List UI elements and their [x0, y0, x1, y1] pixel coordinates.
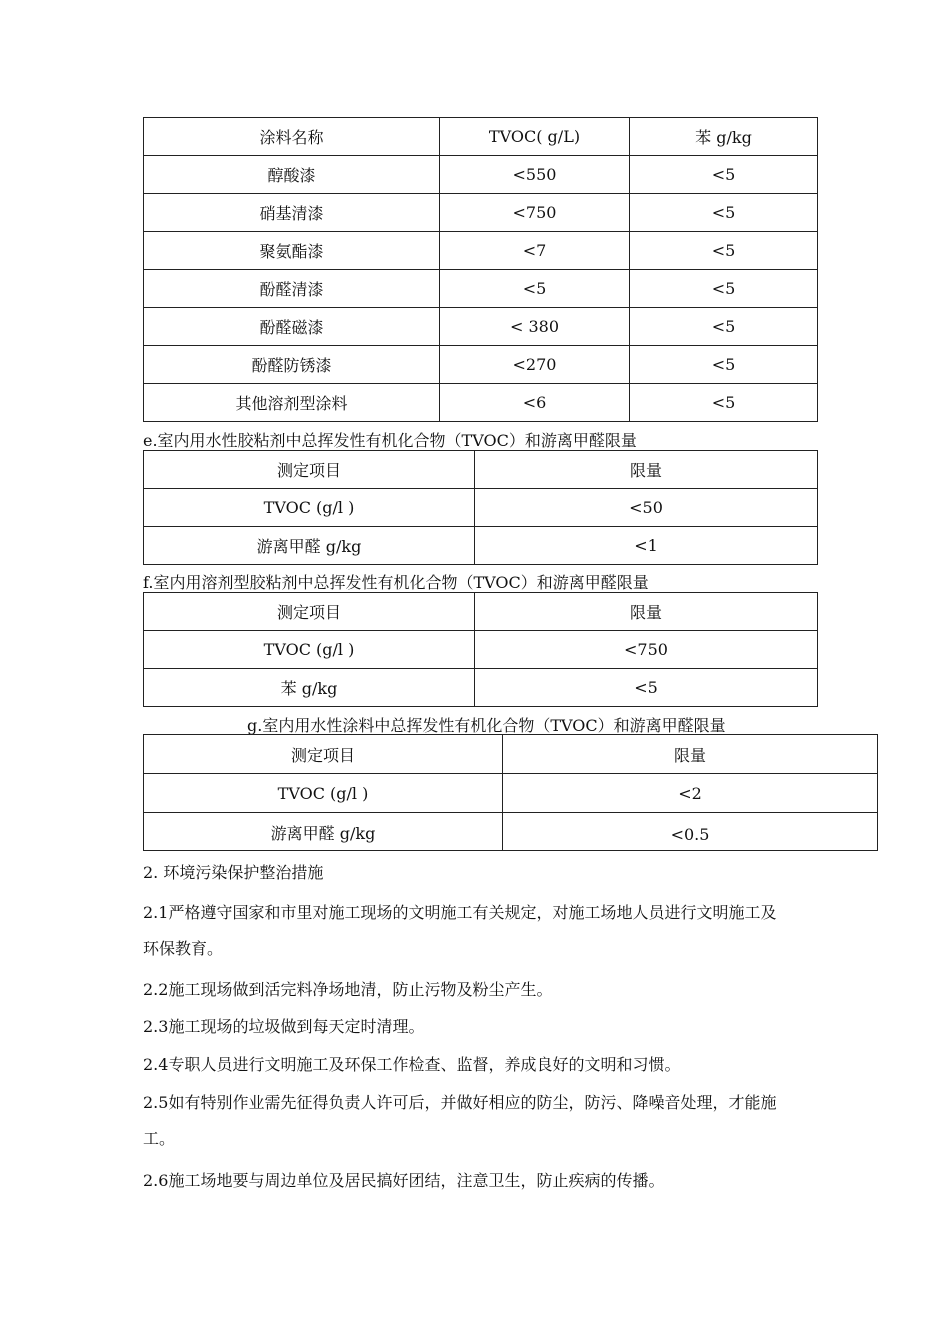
table-row — [144, 489, 818, 527]
table-header-cell: 涂料名称 — [144, 118, 440, 156]
table-cell: <5 — [630, 346, 818, 384]
table-row — [144, 774, 878, 813]
table-cell: <2 — [503, 774, 878, 813]
table-cell: <5 — [630, 232, 818, 270]
table-cell: 酚醛防锈漆 — [144, 346, 440, 384]
table-header-cell: 苯 g/kg — [630, 118, 818, 156]
table-header-cell: 限量 — [475, 593, 818, 631]
table-cell: <5 — [440, 270, 630, 308]
table-cell: <6 — [440, 384, 630, 422]
table-header-cell: 测定项目 — [144, 451, 475, 489]
table-row — [144, 308, 818, 346]
caption-e: e.室内用水性胶粘剂中总挥发性有机化合物（TVOC）和游离甲醛限量 — [143, 431, 637, 450]
table-cell: 聚氨酯漆 — [144, 232, 440, 270]
section-title: 2. 环境污染保护整治措施 — [143, 863, 324, 882]
paragraph-2-2 — [143, 980, 883, 1004]
table-cell: <5 — [630, 194, 818, 232]
table-row — [144, 631, 818, 669]
table-row — [144, 527, 818, 565]
paragraph-line: 2.6施工场地要与周边单位及居民搞好团结，注意卫生，防止疾病的传播。 — [143, 1171, 665, 1190]
table-cell: 醇酸漆 — [144, 156, 440, 194]
table-header-row — [144, 118, 818, 156]
paragraph-line: 2.5如有特别作业需先征得负责人许可后，并做好相应的防尘，防污、降噪音处理，才能施 — [143, 1093, 777, 1112]
paragraph-line: 环保教育。 — [143, 939, 224, 958]
table-cell: <750 — [440, 194, 630, 232]
table-header-cell: 测定项目 — [144, 735, 503, 774]
table-cell: <5 — [630, 384, 818, 422]
table-cell: 酚醛清漆 — [144, 270, 440, 308]
table-row — [144, 194, 818, 232]
table-cell: TVOC (g/l ) — [144, 489, 475, 527]
table-cell: <750 — [475, 631, 818, 669]
table-cell: <5 — [630, 270, 818, 308]
table-header-row — [144, 735, 878, 774]
paragraph-line: 2.1严格遵守国家和市里对施工现场的文明施工有关规定，对施工场地人员进行文明施工及 — [143, 903, 777, 922]
table-cell: <1 — [475, 527, 818, 565]
table-cell: 硝基清漆 — [144, 194, 440, 232]
table-row — [144, 232, 818, 270]
table-row — [144, 156, 818, 194]
table-header-cell: 测定项目 — [144, 593, 475, 631]
paragraph-2-6 — [143, 1171, 883, 1195]
table-row — [144, 813, 878, 851]
table-header-row — [144, 593, 818, 631]
paragraph-2-5 — [143, 1093, 883, 1153]
caption-f: f.室内用溶剂型胶粘剂中总挥发性有机化合物（TVOC）和游离甲醛限量 — [143, 573, 649, 592]
table-cell: <5 — [475, 669, 818, 707]
table-cell: <0.5 — [503, 813, 878, 851]
paragraph-line: 工。 — [143, 1129, 176, 1148]
table-cell: 游离甲醛 g/kg — [144, 527, 475, 565]
table-row — [144, 346, 818, 384]
table-cell: 游离甲醛 g/kg — [144, 813, 503, 851]
table-cell: <550 — [440, 156, 630, 194]
paragraph-line: 2.4专职人员进行文明施工及环保工作检查、监督，养成良好的文明和习惯。 — [143, 1055, 681, 1074]
table-row — [144, 669, 818, 707]
table-cell: 其他溶剂型涂料 — [144, 384, 440, 422]
solvent-adhesive-limits-table — [143, 592, 818, 707]
table-cell: <7 — [440, 232, 630, 270]
table-header-cell: 限量 — [503, 735, 878, 774]
table-cell: TVOC (g/l ) — [144, 774, 503, 813]
table-cell: <5 — [630, 308, 818, 346]
paragraph-line: 2.3施工现场的垃圾做到每天定时清理。 — [143, 1017, 425, 1036]
paragraph-line: 2.2施工现场做到活完料净场地清，防止污物及粉尘产生。 — [143, 980, 553, 999]
table-cell: 苯 g/kg — [144, 669, 475, 707]
table-header-cell: TVOC( g/L) — [440, 118, 630, 156]
paragraph-2-4 — [143, 1055, 883, 1079]
table-cell: 酚醛磁漆 — [144, 308, 440, 346]
table-cell: <5 — [630, 156, 818, 194]
table-header-cell: 限量 — [475, 451, 818, 489]
table-cell: TVOC (g/l ) — [144, 631, 475, 669]
table-row — [144, 384, 818, 422]
caption-g: g.室内用水性涂料中总挥发性有机化合物（TVOC）和游离甲醛限量 — [247, 716, 726, 735]
table-cell: <270 — [440, 346, 630, 384]
table-header-row — [144, 451, 818, 489]
coating-limits-table — [143, 117, 818, 422]
table-cell: < 380 — [440, 308, 630, 346]
water-coating-limits-table — [143, 734, 878, 851]
paragraph-2-1 — [143, 903, 883, 963]
table-row — [144, 270, 818, 308]
water-adhesive-limits-table — [143, 450, 818, 565]
table-cell: <50 — [475, 489, 818, 527]
paragraph-2-3 — [143, 1017, 883, 1041]
